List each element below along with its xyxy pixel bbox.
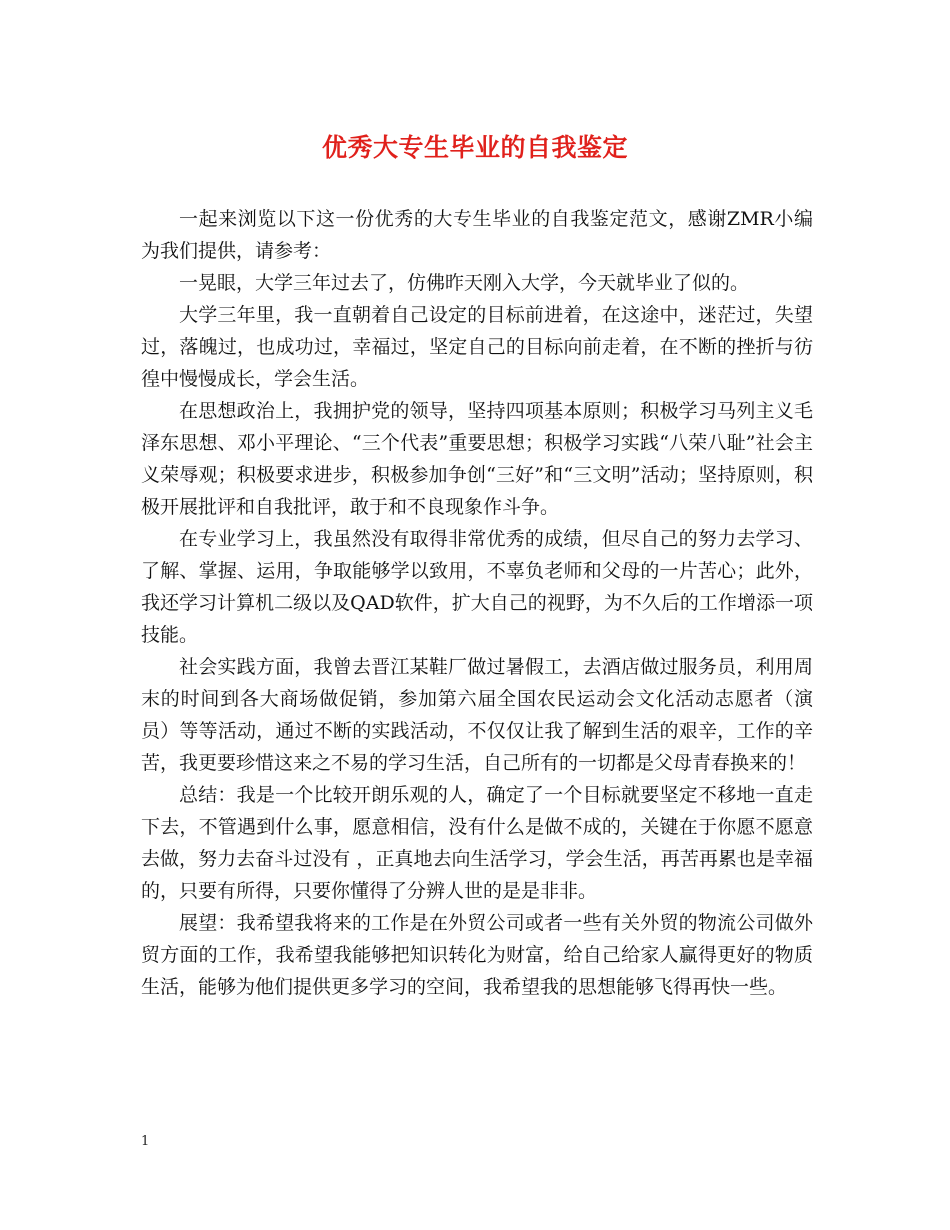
page-number: 1 [141, 1134, 150, 1149]
paragraph-intro: 一起来浏览以下这一份优秀的大专生毕业的自我鉴定范文，感谢ZMR小编为我们提供，请参考： [141, 208, 813, 262]
paragraph-outlook: 展望：我希望我将来的工作是在外贸公司或者一些有关外贸的物流公司做外贸方面的工作，我希望我能够把知识转化为财富，给自己给家人赢得更好的物质生活，能够为他们提供更多学习的空间，我希望我的思想能够飞得再快一些。 [141, 912, 813, 998]
document-body [141, 203, 813, 1003]
paragraph-summary: 总结：我是一个比较开朗乐观的人，确定了一个目标就要坚定不移地一直走下去，不管遇到什么事，愿意相信，没有什么是做不成的，关键在于你愿不愿意去做，努力去奋斗过没有 ，正真地去向生活学习，学会生活，再苦再累也是幸福的，只要有所得，只要你懂得了分辨人世的是是非非。 [141, 784, 813, 902]
document-title: 优秀大专生毕业的自我鉴定 [321, 133, 628, 162]
paragraph-practice: 社会实践方面，我曾去晋江某鞋厂做过暑假工，去酒店做过服务员，利用周末的时间到各大商场做促销，参加第六届全国农民运动会文化活动志愿者（演员）等等活动，通过不断的实践活动，不仅仅让我了解到生活的艰辛，工作的辛苦，我更要珍惜这来之不易的学习生活，自己所有的一切都是父母青春换来的！ [141, 656, 813, 774]
paragraph-study: 在专业学习上，我虽然没有取得非常优秀的成绩，但尽自己的努力去学习、了解、掌握、运用，争取能够学以致用，不辜负老师和父母的一片苦心；此外，我还学习计算机二级以及QAD软件，扩大自己的视野，为不久后的工作增添一项技能。 [141, 528, 813, 646]
paragraph-politics: 在思想政治上，我拥护党的领导，坚持四项基本原则；积极学习马列主义毛泽东思想、邓小平理论、“三个代表”重要思想；积极学习实践“八荣八耻”社会主义荣辱观；积极要求进步，积极参加争创“三好”和“三文明”活动；坚持原则，积极开展批评和自我批评，敢于和不良现象作斗争。 [141, 400, 813, 518]
paragraph-three-years: 大学三年里，我一直朝着自己设定的目标前进着，在这途中，迷茫过，失望过，落魄过，也成功过，幸福过，坚定自己的目标向前走着，在不断的挫折与彷徨中慢慢成长，学会生活。 [141, 304, 813, 390]
paragraph-opening: 一晃眼，大学三年过去了，仿佛昨天刚入大学，今天就毕业了似的。 [179, 272, 750, 294]
